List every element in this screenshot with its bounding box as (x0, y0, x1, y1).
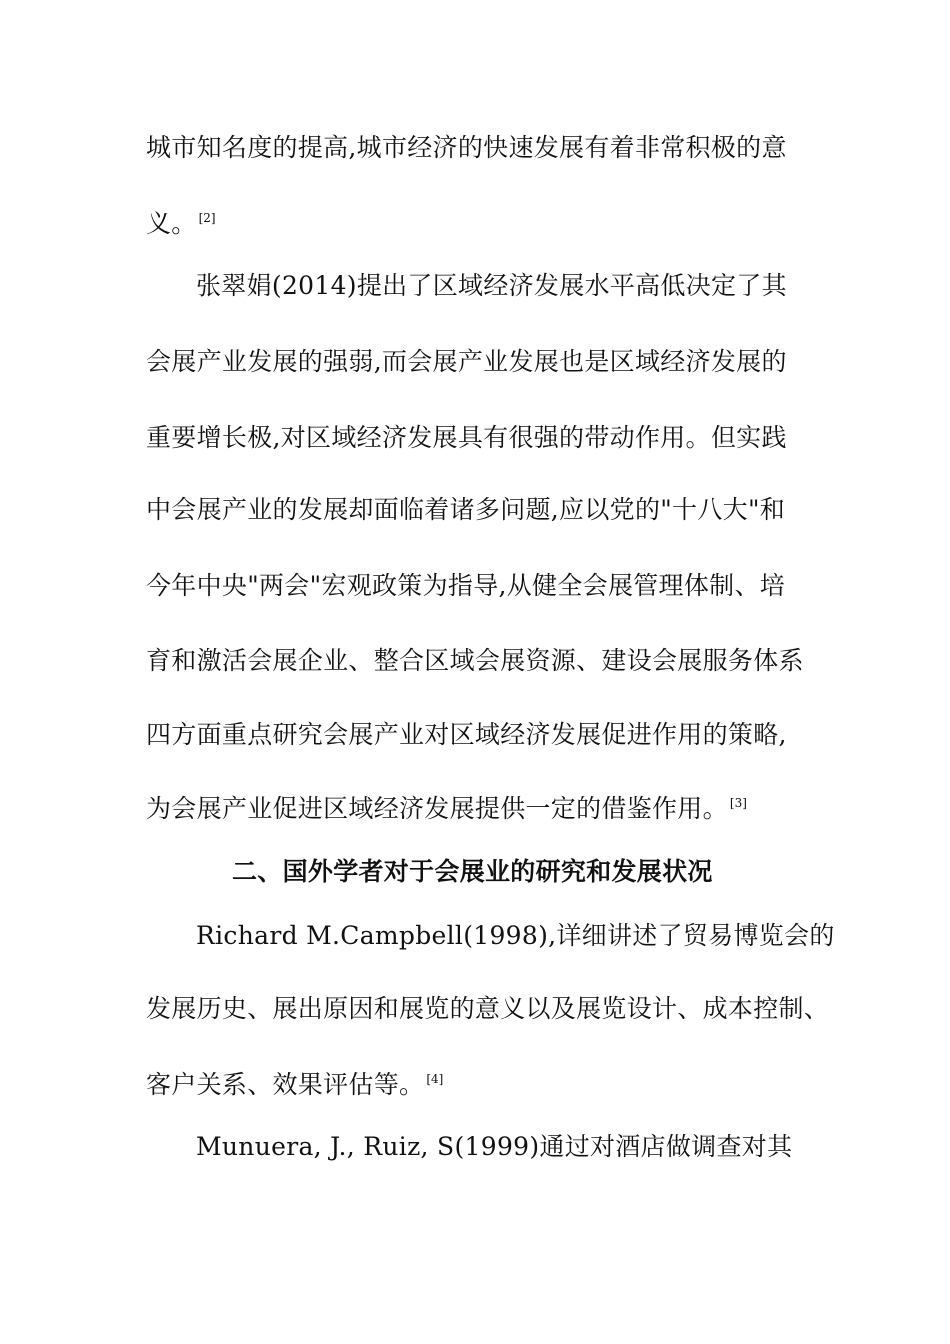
paragraph-line (196, 1130, 792, 1164)
paragraph-line (146, 345, 787, 379)
text-span: 会展产业发展的强弱,而会展产业发展也是区域经济发展的 (146, 347, 787, 376)
paragraph-line (146, 569, 785, 603)
paragraph-line (146, 718, 787, 752)
citation-ref: [2] (198, 211, 216, 225)
text-span: 四方面重点研究会展产业对区域经济发展促进作用的策略, (146, 720, 787, 749)
paragraph-line (146, 1068, 443, 1102)
paragraph-line (146, 792, 747, 826)
text-span: 客户关系、效果评估等。 (146, 1070, 425, 1099)
paragraph-line (146, 207, 216, 241)
text-span: Richard M.Campbell(1998),详细讲述了贸易博览会的 (196, 921, 835, 950)
paragraph-line (146, 644, 804, 678)
text-span: 城市知名度的提高,城市经济的快速发展有着非常积极的意 (146, 133, 787, 162)
text-span: 今年中央"两会"宏观政策为指导,从健全会展管理体制、培 (146, 571, 786, 600)
citation-ref: [4] (426, 1072, 444, 1086)
paragraph-line (146, 992, 829, 1026)
paragraph-line (146, 131, 787, 165)
paragraph-line (146, 493, 785, 527)
text-span: 为会展产业促进区域经济发展提供一定的借鉴作用。 (146, 794, 728, 823)
paragraph-line (196, 269, 787, 303)
text-span: 中会展产业的发展却面临着诸多问题,应以党的"十八大"和 (146, 495, 786, 524)
text-span: 育和激活会展企业、整合区域会展资源、建设会展服务体系 (146, 646, 804, 675)
citation-ref: [3] (729, 796, 747, 810)
text-span: 张翠娟(2014)提出了区域经济发展水平高低决定了其 (196, 271, 787, 300)
paragraph-line (196, 919, 835, 953)
text-span: Munuera, J., Ruiz, S(1999)通过对酒店做调查对其 (196, 1132, 793, 1161)
section-heading: 二、国外学者对于会展业的研究和发展状况 (232, 857, 713, 886)
text-span: 重要增长极,对区域经济发展具有很强的带动作用。但实践 (146, 423, 787, 452)
paragraph-line (146, 421, 787, 455)
text-span: 义。 (146, 209, 197, 238)
text-span: 发展历史、展出原因和展览的意义以及展览设计、成本控制、 (146, 994, 830, 1023)
